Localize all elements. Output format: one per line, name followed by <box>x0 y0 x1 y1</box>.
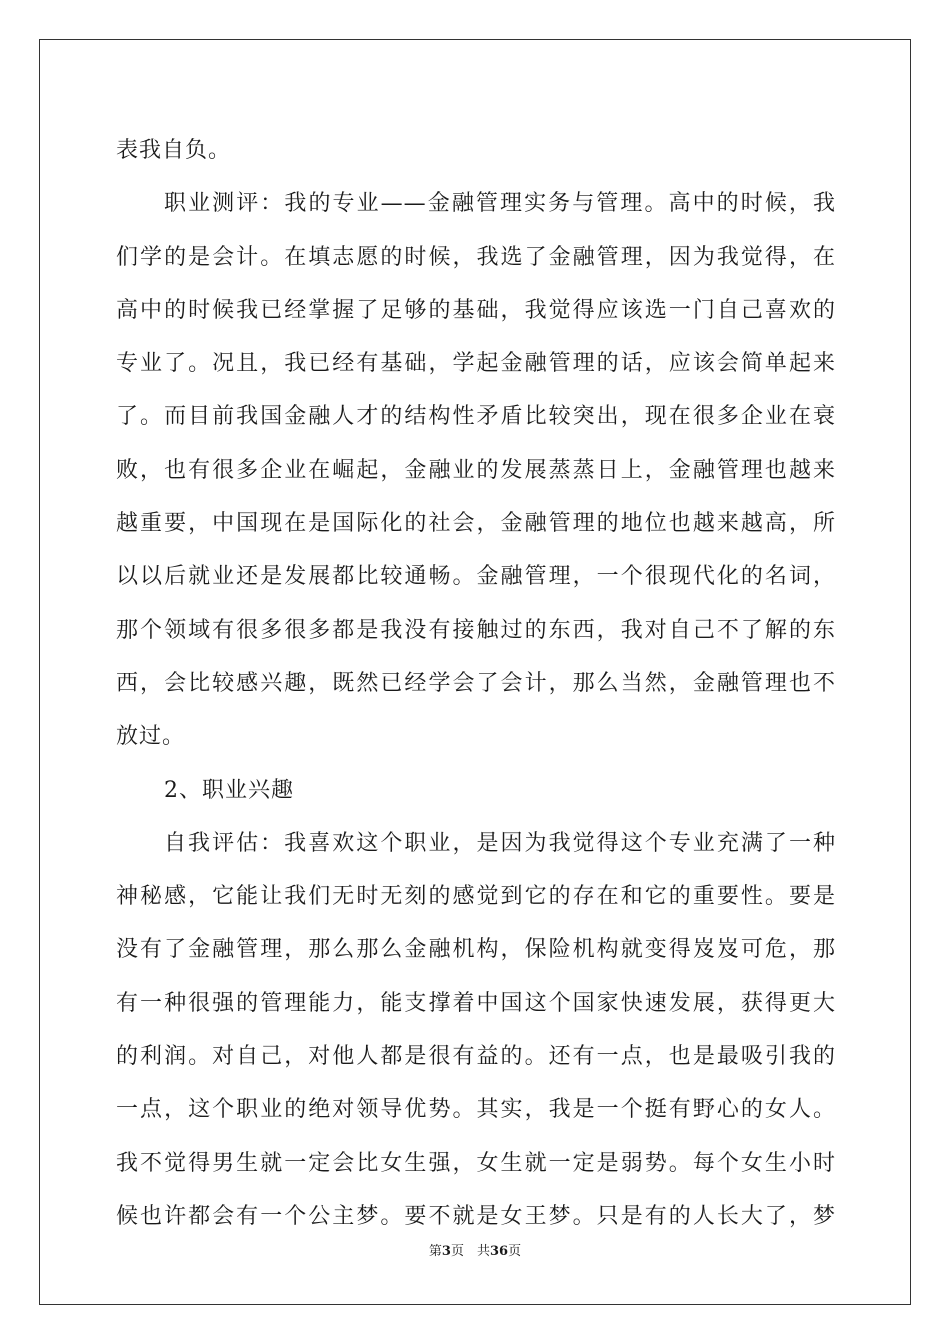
text-line: 没有了金融管理，那么那么金融机构，保险机构就变得岌岌可危，那 <box>116 937 836 963</box>
text-line: 越重要，中国现在是国际化的社会，金融管理的地位也越来越高，所 <box>116 511 836 537</box>
text-line: 一点，这个职业的绝对领导优势。其实，我是一个挺有野心的女人。 <box>116 1097 836 1123</box>
text-line: 职业测评：我的专业——金融管理实务与管理。高中的时候，我 <box>164 191 836 217</box>
text-line: 有一种很强的管理能力，能支撑着中国这个国家快速发展，获得更大 <box>116 990 836 1016</box>
page-footer <box>0 1240 950 1259</box>
text-line: 那个领域有很多很多都是我没有接触过的东西，我对自己不了解的东 <box>116 617 836 643</box>
text-line: 以以后就业还是发展都比较通畅。金融管理，一个很现代化的名词， <box>116 564 836 590</box>
total-page-count: 36 <box>489 1244 509 1259</box>
text-line: 们学的是会计。在填志愿的时候，我选了金融管理，因为我觉得，在 <box>116 244 836 270</box>
text-line: 自我评估：我喜欢这个职业，是因为我觉得这个专业充满了一种 <box>164 830 836 856</box>
footer-suffix: 页 <box>508 1244 522 1259</box>
text-line: 了。而目前我国金融人才的结构性矛盾比较突出，现在很多企业在衰 <box>116 404 836 430</box>
text-line: 放过。 <box>116 724 186 750</box>
text-line: 高中的时候我已经掌握了足够的基础，我觉得应该选一门自己喜欢的 <box>116 297 836 323</box>
current-page-number: 3 <box>441 1244 451 1259</box>
text-line: 表我自负。 <box>116 138 232 163</box>
text-line: 败，也有很多企业在崛起，金融业的发展蒸蒸日上，金融管理也越来 <box>116 457 836 483</box>
footer-prefix: 第 <box>428 1244 442 1259</box>
text-line: 的利润。对自己，对他人都是很有益的。还有一点，也是最吸引我的 <box>116 1044 836 1070</box>
footer-middle: 页 共 <box>450 1244 490 1259</box>
text-line: 西，会比较感兴趣，既然已经学会了会计，那么当然，金融管理也不 <box>116 670 836 696</box>
text-line: 候也许都会有一个公主梦。要不就是女王梦。只是有的人长大了，梦 <box>116 1203 836 1229</box>
document-body <box>116 124 836 1243</box>
text-line: 2、职业兴趣 <box>164 777 294 803</box>
text-line: 神秘感，它能让我们无时无刻的感觉到它的存在和它的重要性。要是 <box>116 884 836 910</box>
text-line: 我不觉得男生就一定会比女生强，女生就一定是弱势。每个女生小时 <box>116 1150 836 1176</box>
text-line: 专业了。况且，我已经有基础，学起金融管理的话，应该会简单起来 <box>116 351 836 377</box>
